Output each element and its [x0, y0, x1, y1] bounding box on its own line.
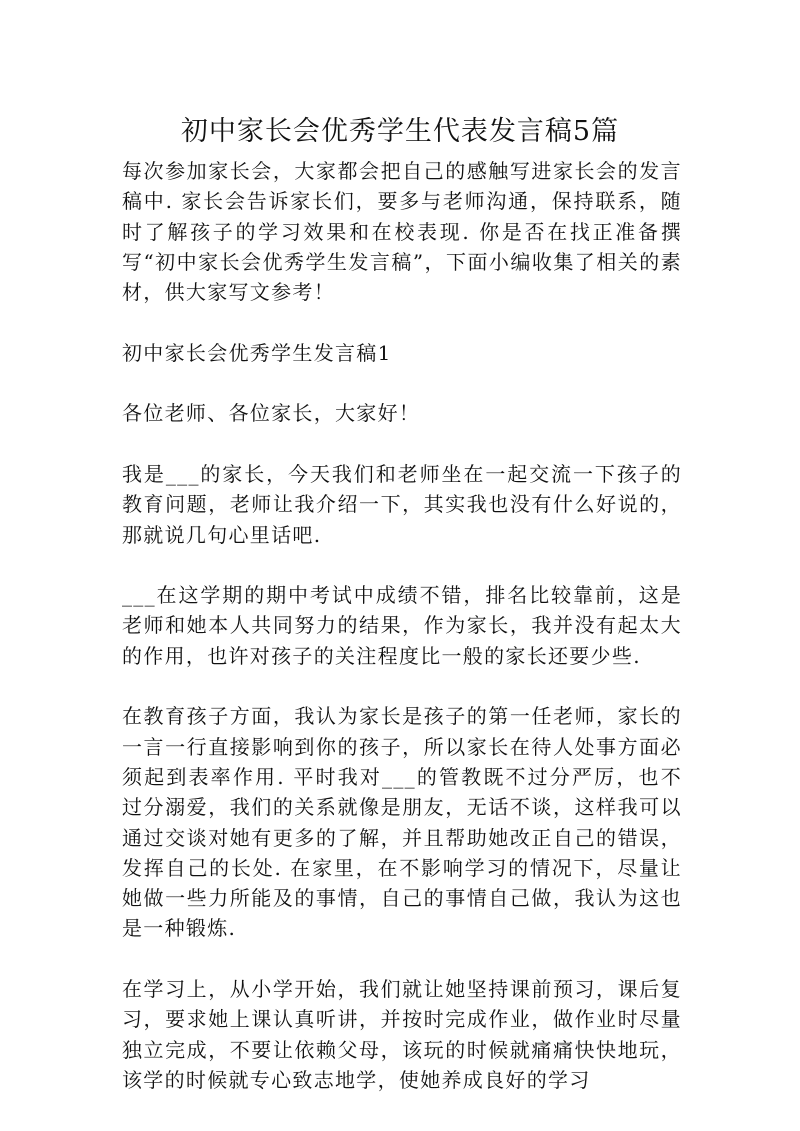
- body-paragraph: 我是___的家长，今天我们和老师坐在一起交流一下孩子的教育问题，老师让我介绍一下，其实我也没有什么好说的，那就说几句心里话吧.: [122, 461, 682, 547]
- document-body: [122, 156, 682, 1095]
- paragraph-gap: [122, 307, 682, 337]
- paragraph-gap: [122, 671, 682, 701]
- body-paragraph: 在教育孩子方面，我认为家长是孩子的第一任老师，家长的一言一行直接影响到你的孩子，所以家长在待人处事方面必须起到表率作用. 平时我对___的管教既不过分严厉，也不过分溺爱，我们的关系就像是朋友，无话不谈，这样我可以通过交谈对她有更多的了解，并且帮助她改正自己的错误，发挥自己的长处. 在家里，在不影响学习的情况下，尽量让她做一些力所能及的事情，自己的事情自己做，我认为这也是一种锻炼.: [122, 704, 682, 941]
- paragraph-gap: [122, 550, 682, 580]
- body-paragraph: ___在这学期的期中考试中成绩不错，排名比较靠前，这是老师和她本人共同努力的结果，作为家长，我并没有起太大的作用，也许对孩子的关注程度比一般的家长还要少些.: [122, 583, 682, 668]
- intro-paragraph: 每次参加家长会，大家都会把自己的感触写进家长会的发言稿中. 家长会告诉家长们，要多与老师沟通，保持联系，随时了解孩子的学习效果和在校表现. 你是否在找正准备撰写“初中家长会优秀学生发言稿”，下面小编收集了相关的素材，供大家写文参考！: [122, 159, 682, 305]
- section-heading: 初中家长会优秀学生发言稿1: [122, 340, 392, 365]
- document-title: 初中家长会优秀学生代表发言稿5篇: [180, 116, 620, 147]
- paragraph-gap: [122, 368, 682, 398]
- paragraph-gap: [122, 944, 682, 974]
- paragraph-gap: [122, 429, 682, 459]
- greeting-paragraph: 各位老师、各位家长，大家好！: [122, 401, 421, 426]
- body-paragraph: 在学习上，从小学开始，我们就让她坚持课前预习，课后复习，要求她上课认真听讲，并按时完成作业，做作业时尽量独立完成，不要让依赖父母，该玩的时候就痛痛快快地玩，该学的时候就专心致志地学，使她养成良好的学习: [122, 977, 682, 1092]
